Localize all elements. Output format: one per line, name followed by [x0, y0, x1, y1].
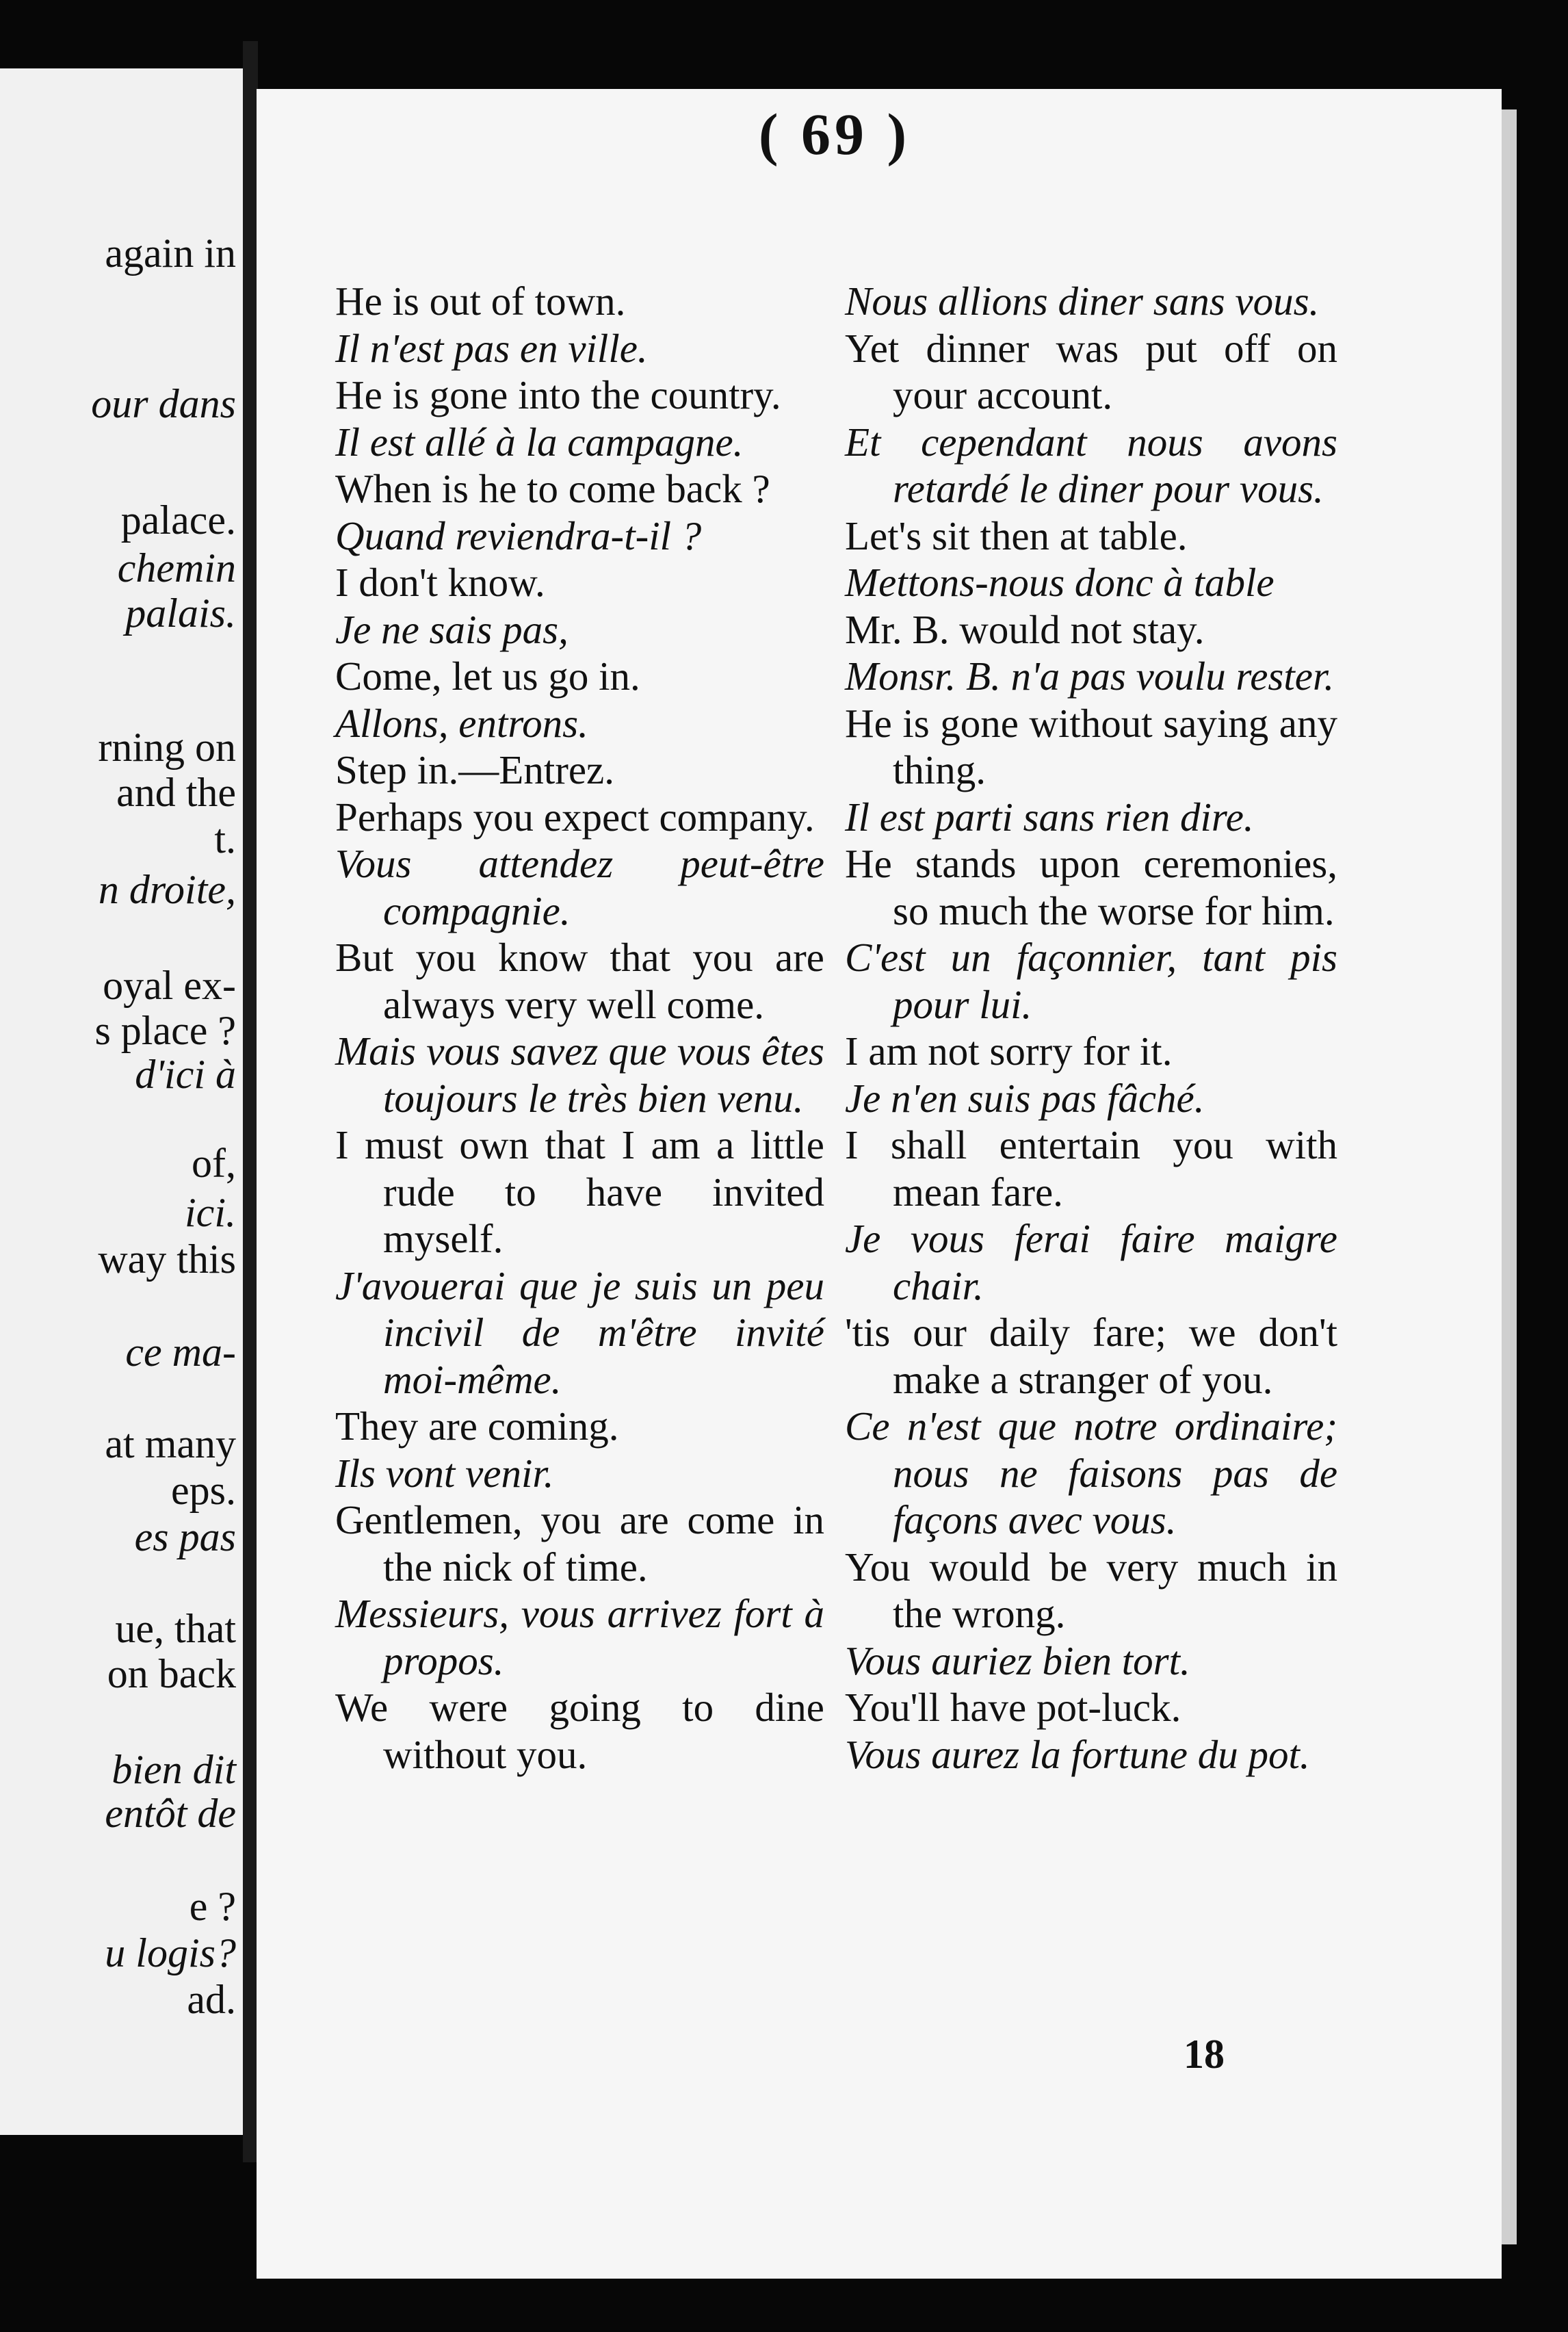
- left-page-line: chemin: [117, 545, 236, 591]
- page-edge: [1502, 109, 1517, 2244]
- french-line: Quand reviendra-t-il ?: [335, 513, 702, 558]
- left-page-line: t.: [214, 816, 236, 861]
- left-page-line: and the: [116, 770, 236, 815]
- left-page-line: of,: [192, 1141, 236, 1186]
- left-page-line: rning on: [98, 725, 236, 770]
- english-line: Step in.—Entrez.: [335, 747, 614, 792]
- left-page-line: ad.: [187, 1977, 236, 2022]
- french-line: Nous allions diner sans vous.: [845, 278, 1320, 324]
- left-page-line: es pas: [134, 1514, 236, 1559]
- left-page-line: at many: [105, 1421, 236, 1466]
- french-line: Ce n'est que notre ordinaire; nous ne faisons pas de façons avec vous.: [845, 1403, 1337, 1542]
- book-gutter: [243, 41, 258, 2162]
- english-line: He is gone without saying any thing.: [845, 700, 1337, 792]
- french-line: J'avouerai que je suis un peu incivil de m'être invité moi-même.: [335, 1262, 824, 1402]
- english-line: Come, let us go in.: [335, 653, 640, 699]
- english-line: We were going to dine without you.: [335, 1685, 824, 1777]
- english-line: You would be very much in the wrong.: [845, 1544, 1337, 1636]
- left-page-line: ce ma-: [125, 1330, 236, 1375]
- french-line: Ils vont venir.: [335, 1450, 554, 1496]
- left-page-line: oyal ex-: [103, 963, 236, 1008]
- french-line: Il est allé à la campagne.: [335, 419, 744, 465]
- english-line: I must own that I am a little rude to have invited myself.: [335, 1122, 824, 1261]
- english-line: I am not sorry for it.: [845, 1028, 1173, 1074]
- french-line: Vous attendez peut-être compagnie.: [335, 841, 824, 933]
- english-line: He stands upon ceremonies, so much the worse for him.: [845, 841, 1337, 933]
- left-page-line: e ?: [189, 1884, 236, 1929]
- english-line: When is he to come back ?: [335, 466, 770, 511]
- left-page-line: n droite,: [98, 867, 236, 912]
- french-line: C'est un façonnier, tant pis pour lui.: [845, 935, 1337, 1027]
- english-line: Mr. B. would not stay.: [845, 606, 1205, 652]
- left-page-line: palais.: [125, 591, 236, 636]
- french-line: Vous auriez bien tort.: [845, 1637, 1190, 1683]
- french-line: Vous aurez la fortune du pot.: [845, 1731, 1310, 1777]
- french-line: Monsr. B. n'a pas voulu rester.: [845, 653, 1335, 699]
- left-page-line: bien dit: [112, 1747, 236, 1792]
- left-page-line: ue, that: [115, 1606, 236, 1651]
- french-line: Je vous ferai faire maigre chair.: [845, 1216, 1337, 1308]
- english-line: Let's sit then at table.: [845, 513, 1188, 558]
- left-page-line: on back: [107, 1651, 236, 1696]
- french-line: Allons, entrons.: [335, 700, 588, 746]
- french-line: Je ne sais pas,: [335, 606, 569, 652]
- left-page-line: palace.: [120, 497, 236, 543]
- english-line: But you know that you are always very well come.: [335, 935, 824, 1027]
- english-line: 'tis our daily fare; we don't make a stranger of you.: [845, 1310, 1337, 1402]
- french-line: Mais vous savez que vous êtes toujours le très bien venu.: [335, 1028, 824, 1121]
- english-line: Perhaps you expect company.: [335, 794, 815, 840]
- english-line: He is out of town.: [335, 278, 626, 324]
- left-page-line: way this: [98, 1236, 236, 1282]
- french-line: Il est parti sans rien dire.: [845, 794, 1254, 840]
- dialogue-column-left: [335, 278, 824, 1778]
- french-line: Mettons-nous donc à table: [845, 560, 1275, 605]
- left-page-line: our dans: [91, 381, 236, 426]
- french-line: Il n'est pas en ville.: [335, 325, 648, 371]
- english-line: They are coming.: [335, 1403, 619, 1449]
- english-line: I shall entertain you with mean fare.: [845, 1122, 1337, 1215]
- english-line: I don't know.: [335, 560, 545, 605]
- left-page-line: entôt de: [105, 1791, 236, 1836]
- dialogue-column-right: [845, 278, 1337, 1778]
- english-line: Gentlemen, you are come in the nick of time.: [335, 1497, 824, 1590]
- page-number: ( 69 ): [758, 101, 911, 167]
- english-line: You'll have pot-luck.: [845, 1685, 1181, 1730]
- left-page-line: eps.: [171, 1468, 236, 1513]
- left-page-line: s place ?: [94, 1008, 236, 1053]
- left-page-line: ici.: [185, 1190, 236, 1235]
- english-line: He is gone into the country.: [335, 372, 781, 417]
- left-page-line: again in: [105, 231, 236, 276]
- french-line: Et cependant nous avons retardé le diner pour vous.: [845, 419, 1337, 511]
- left-page-fragment: [0, 68, 247, 2135]
- french-line: Je n'en suis pas fâché.: [845, 1075, 1205, 1121]
- french-line: Messieurs, vous arrivez fort à propos.: [335, 1591, 824, 1683]
- english-line: Yet dinner was put off on your account.: [845, 325, 1337, 417]
- left-page-line: u logis?: [105, 1930, 236, 1975]
- signature-mark: 18: [1184, 2032, 1225, 2077]
- left-page-line: d'ici à: [135, 1052, 236, 1097]
